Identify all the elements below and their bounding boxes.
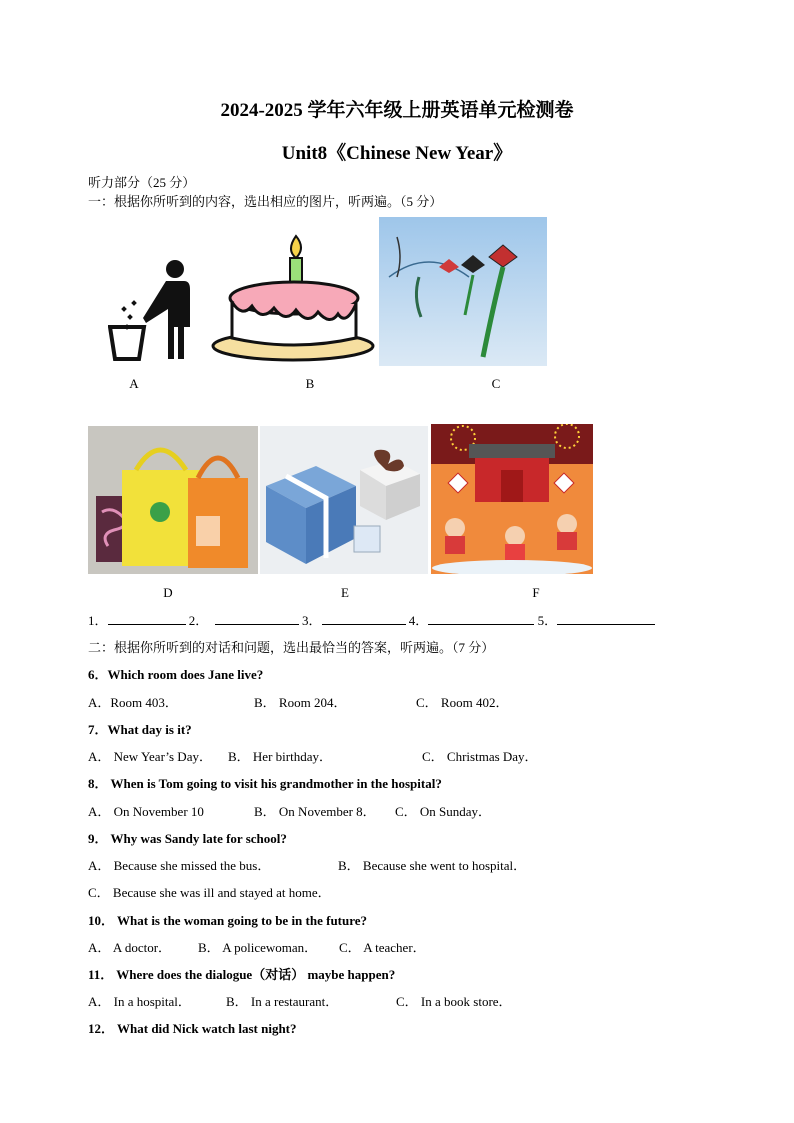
question-9: 9． Why was Sandy late for school? bbox=[88, 831, 287, 846]
blank-number: 5． bbox=[537, 613, 558, 628]
option-11c: C． In a book store． bbox=[396, 994, 512, 1009]
option-10c: C． A teacher． bbox=[339, 940, 426, 955]
option-11a: A． In a hospital． bbox=[88, 994, 191, 1009]
option-7c: C． Christmas Day． bbox=[422, 749, 538, 764]
picture-label-d: D bbox=[163, 585, 173, 600]
blank-number: 4． bbox=[408, 613, 429, 628]
option-8b: B． On November 8． bbox=[254, 804, 376, 819]
picture-label-f: F bbox=[532, 585, 540, 600]
answer-blank-4[interactable] bbox=[428, 612, 534, 625]
question-6: 6．Which room does Jane live? bbox=[88, 667, 264, 682]
page-subtitle: Unit8《Chinese New Year》 bbox=[281, 143, 513, 164]
option-11b: B． In a restaurant． bbox=[226, 994, 339, 1009]
option-9b: B． Because she went to hospital． bbox=[338, 858, 527, 873]
question-7: 7．What day is it? bbox=[88, 722, 192, 737]
part2-instruction: 二：根据你所听到的对话和问题，选出最恰当的答案，听两遍。（7 分） bbox=[88, 640, 495, 655]
picture-label-a: A bbox=[129, 376, 139, 391]
answer-blank-5[interactable] bbox=[557, 612, 655, 625]
birthday-cake-icon bbox=[210, 232, 376, 366]
answer-blank-1[interactable] bbox=[108, 612, 186, 625]
shopping-bags-icon bbox=[88, 426, 258, 574]
answer-blank-2[interactable] bbox=[215, 612, 299, 625]
part1-instruction: 一：根据你所听到的内容，选出相应的图片，听两遍。（5 分） bbox=[88, 194, 443, 209]
gift-boxes-icon bbox=[260, 426, 428, 574]
question-12: 12． What did Nick watch last night? bbox=[88, 1021, 297, 1036]
option-9c: C． Because she was ill and stayed at home． bbox=[88, 885, 331, 900]
question-11: 11． Where does the dialogue（对话） maybe happen? bbox=[88, 967, 396, 982]
option-6b: B． Room 204． bbox=[254, 695, 347, 710]
picture-label-c: C bbox=[491, 376, 501, 391]
option-6a: A．Room 403． bbox=[88, 695, 178, 710]
question-8: 8． When is Tom going to visit his grandmother in the hospital? bbox=[88, 776, 442, 791]
option-8c: C． On Sunday． bbox=[395, 804, 492, 819]
page-title: 2024-2025 学年六年级上册英语单元检测卷 bbox=[220, 100, 574, 121]
option-7a: A． New Year’s Day． bbox=[88, 749, 212, 764]
listening-label: 听力部分（25 分） bbox=[88, 175, 196, 190]
kites-icon bbox=[379, 217, 547, 366]
question-10: 10． What is the woman going to be in the future? bbox=[88, 913, 368, 928]
option-8a: A． On November 10 bbox=[88, 804, 204, 819]
chinese-new-year-celebration-icon bbox=[431, 424, 593, 574]
option-10b: B． A policewoman． bbox=[198, 940, 318, 955]
option-9a: A． Because she missed the bus． bbox=[88, 858, 271, 873]
answer-blanks bbox=[88, 610, 655, 629]
picture-label-e: E bbox=[341, 585, 349, 600]
blank-number: 3． bbox=[302, 613, 322, 628]
picture-label-b: B bbox=[305, 376, 315, 391]
option-6c: C． Room 402． bbox=[416, 695, 509, 710]
blank-number: 2． bbox=[188, 613, 209, 628]
answer-blank-3[interactable] bbox=[322, 612, 406, 625]
option-7b: B． Her birthday． bbox=[228, 749, 332, 764]
trash-bin-person-icon bbox=[108, 255, 198, 363]
blank-number: 1． bbox=[88, 613, 108, 628]
option-10a: A． A doctor． bbox=[88, 940, 172, 955]
